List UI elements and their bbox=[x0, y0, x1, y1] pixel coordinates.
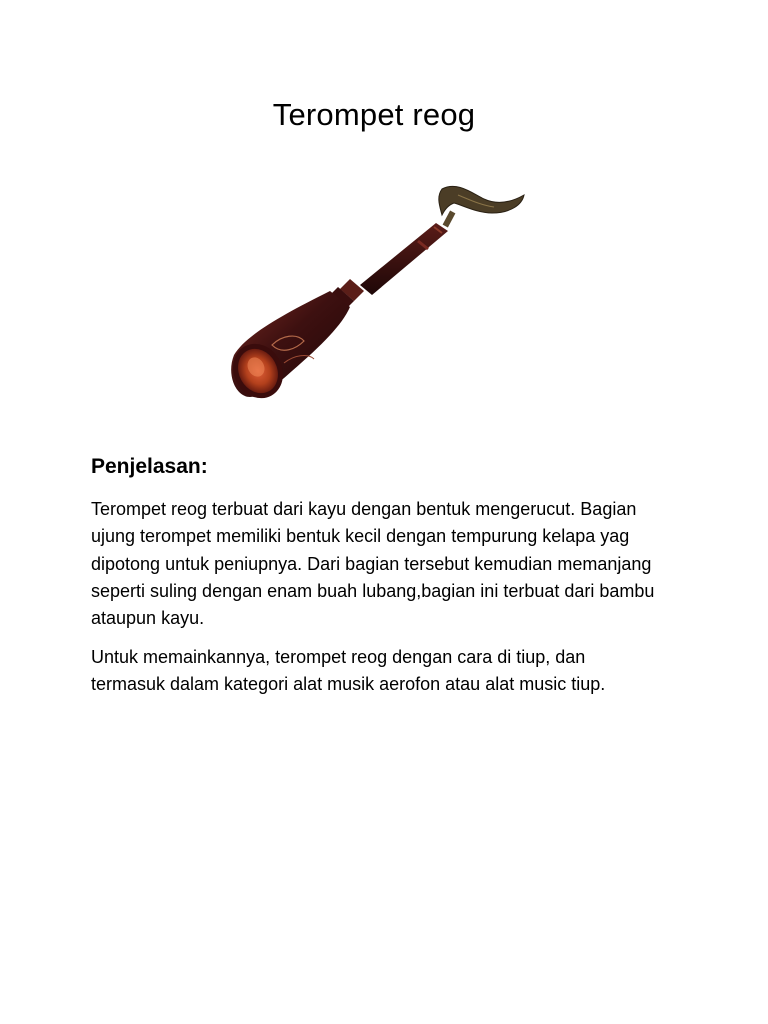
paragraph-description bbox=[91, 496, 691, 632]
paragraph-line: seperti suling dengan enam buah lubang,bagian ini terbuat dari bambu bbox=[91, 580, 655, 601]
paragraph-line: dipotong untuk peniupnya. Dari bagian tersebut kemudian memanjang bbox=[91, 553, 652, 574]
mouthpiece bbox=[439, 186, 524, 227]
paragraph-line: Terompet reog terbuat dari kayu dengan bentuk mengerucut. Bagian bbox=[91, 499, 637, 519]
paragraph-line: termasuk dalam kategori alat musik aerofon atau alat music tiup. bbox=[91, 674, 606, 695]
paragraph-usage bbox=[91, 644, 691, 699]
neck-pipe bbox=[360, 223, 448, 295]
section-heading: Penjelasan: bbox=[91, 455, 208, 478]
paragraph-line: Untuk memainkannya, terompet reog dengan cara di tiup, dan bbox=[91, 647, 586, 667]
paragraph-line: ataupun kayu. bbox=[91, 608, 205, 629]
trumpet-illustration bbox=[222, 175, 542, 410]
page-title: Terompet reog bbox=[272, 97, 476, 132]
paragraph-line: ujung terompet memiliki bentuk kecil dengan tempurung kelapa yag bbox=[91, 526, 630, 547]
